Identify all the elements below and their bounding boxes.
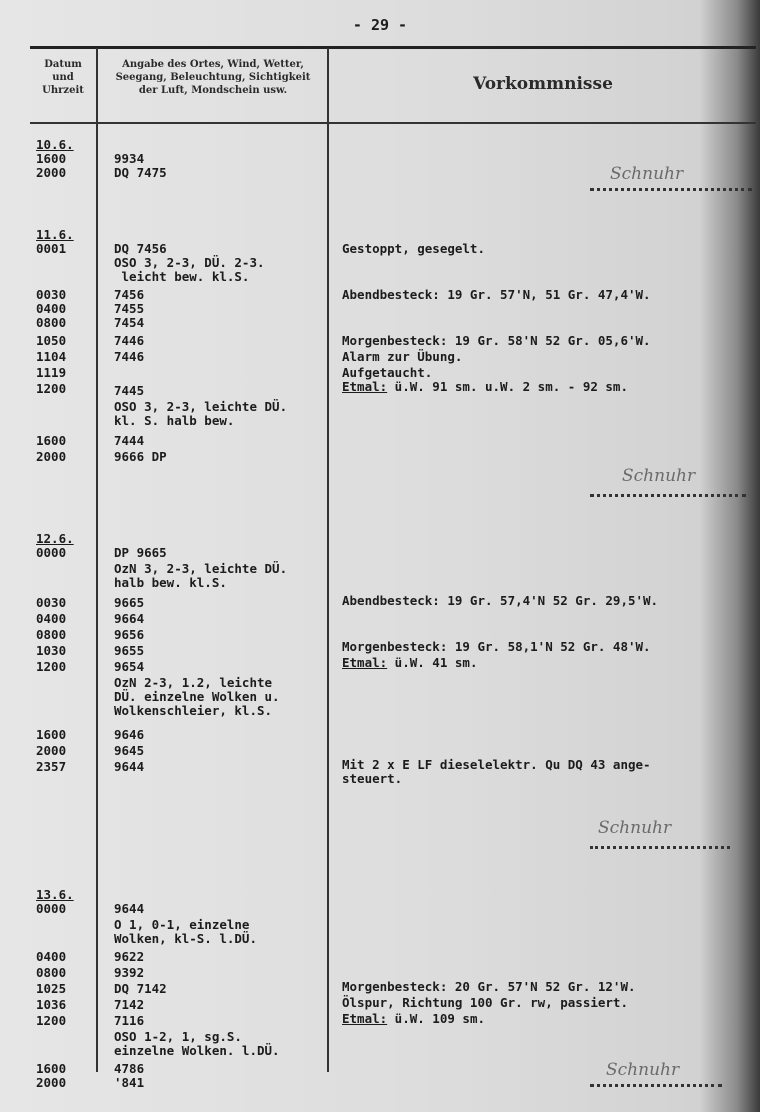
time-entry: 0000	[36, 901, 67, 916]
date-entry: 11.6.	[36, 227, 74, 242]
position-entry: 7454	[114, 315, 145, 330]
position-entry: 9655	[114, 643, 145, 658]
position-entry: 9664	[114, 611, 145, 626]
position-entry: 7116	[114, 1013, 145, 1028]
signature-line	[590, 494, 746, 497]
position-entry: 4786	[114, 1061, 145, 1076]
position-entry: 7445	[114, 383, 145, 398]
etmal-label: Etmal:	[342, 1011, 388, 1026]
time-entry: 1600	[36, 727, 67, 742]
time-entry: 0800	[36, 315, 67, 330]
etmal-label: Etmal:	[342, 379, 388, 394]
position-entry: 9934	[114, 151, 145, 166]
time-entry: 2000	[36, 449, 67, 464]
signature: Schnuhr	[598, 818, 672, 838]
date-entry: 13.6.	[36, 887, 74, 902]
header-date-time: Datum und Uhrzeit	[42, 59, 84, 96]
position-entry: 7455	[114, 301, 145, 316]
position-entry: 7444	[114, 433, 145, 448]
weather-entry: O 1, 0-1, einzelne Wolken, kl-S. l.DÜ.	[114, 917, 257, 946]
time-entry: 1600	[36, 433, 67, 448]
weather-entry: OzN 2-3, 1.2, leichte DÜ. einzelne Wolken u. Wolkenschleier, kl.S.	[114, 675, 280, 718]
time-entry: 1200	[36, 381, 67, 396]
event-entry: Mit 2 x E LF dieselelektr. Qu DQ 43 ange- steuert.	[342, 757, 651, 786]
event-entry: Abendbesteck: 19 Gr. 57,4'N 52 Gr. 29,5'W.	[342, 593, 659, 608]
position-entry: DP 9665	[114, 545, 167, 560]
signature: Schnuhr	[622, 466, 696, 486]
time-entry: 1104	[36, 349, 67, 364]
signature: Schnuhr	[606, 1060, 680, 1080]
position-entry: '841	[114, 1075, 145, 1090]
time-entry: 0400	[36, 611, 67, 626]
header-events: Vorkommnisse	[473, 74, 613, 94]
position-entry: 7456	[114, 287, 145, 302]
event-entry: Gestoppt, gesegelt.	[342, 241, 485, 256]
signature-line	[590, 188, 752, 191]
column-divider-1	[96, 48, 98, 1072]
time-entry: 0030	[36, 595, 67, 610]
time-entry: 1600	[36, 1061, 67, 1076]
time-entry: 1036	[36, 997, 67, 1012]
event-entry	[342, 380, 628, 394]
etmal-value: ü.W. 109 sm.	[387, 1011, 485, 1026]
position-entry: DQ 7456	[114, 241, 167, 256]
etmal-value: ü.W. 41 sm.	[387, 655, 478, 670]
weather-entry: OzN 3, 2-3, leichte DÜ. halb bew. kl.S.	[114, 561, 288, 590]
event-entry: Morgenbesteck: 19 Gr. 58,1'N 52 Gr. 48'W.	[342, 639, 651, 654]
position-entry: DQ 7142	[114, 981, 167, 996]
event-entry: Ölspur, Richtung 100 Gr. rw, passiert.	[342, 995, 628, 1010]
event-entry: Alarm zur Übung.	[342, 349, 463, 364]
etmal-value: ü.W. 91 sm. u.W. 2 sm. - 92 sm.	[387, 379, 628, 394]
time-entry: 0400	[36, 949, 67, 964]
event-entry	[342, 1012, 485, 1026]
position-entry: 9645	[114, 743, 145, 758]
date-entry: 12.6.	[36, 531, 74, 546]
event-entry: Aufgetaucht.	[342, 365, 433, 380]
date-entry: 10.6.	[36, 137, 74, 152]
position-entry: 9665	[114, 595, 145, 610]
position-entry: 9622	[114, 949, 145, 964]
signature-line	[590, 1084, 722, 1087]
weather-entry: OSO 3, 2-3, leichte DÜ. kl. S. halb bew.	[114, 399, 288, 428]
time-entry: 0800	[36, 965, 67, 980]
time-entry: 2000	[36, 165, 67, 180]
time-entry: 0030	[36, 287, 67, 302]
weather-entry: OSO 3, 2-3, DÜ. 2-3. leicht bew. kl.S.	[114, 255, 265, 284]
position-entry: 9644	[114, 759, 145, 774]
position-entry: 7446	[114, 349, 145, 364]
position-entry: 7142	[114, 997, 145, 1012]
event-entry: Morgenbesteck: 20 Gr. 57'N 52 Gr. 12'W.	[342, 979, 636, 994]
position-entry: DQ 7475	[114, 165, 167, 180]
page-number: - 29 -	[352, 16, 408, 34]
column-divider-2	[327, 48, 329, 1072]
event-entry: Abendbesteck: 19 Gr. 57'N, 51 Gr. 47,4'W.	[342, 287, 651, 302]
time-entry: 1030	[36, 643, 67, 658]
time-entry: 0001	[36, 241, 67, 256]
position-entry: 9646	[114, 727, 145, 742]
time-entry: 1600	[36, 151, 67, 166]
event-entry: Morgenbesteck: 19 Gr. 58'N 52 Gr. 05,6'W.	[342, 333, 651, 348]
time-entry: 1200	[36, 659, 67, 674]
time-entry: 2000	[36, 1075, 67, 1090]
etmal-label: Etmal:	[342, 655, 388, 670]
time-entry: 0400	[36, 301, 67, 316]
signature: Schnuhr	[610, 164, 684, 184]
time-entry: 2357	[36, 759, 67, 774]
weather-entry: OSO 1-2, 1, sg.S. einzelne Wolken. l.DÜ.	[114, 1029, 280, 1058]
position-entry: 9666 DP	[114, 449, 167, 464]
signature-line	[590, 846, 730, 849]
position-entry: 9654	[114, 659, 145, 674]
header-place-weather: Angabe des Ortes, Wind, Wetter, Seegang, Beleuchtung, Sichtigkeit der Luft, Mondschein usw.	[115, 59, 311, 96]
position-entry: 7446	[114, 333, 145, 348]
time-entry: 2000	[36, 743, 67, 758]
position-entry: 9656	[114, 627, 145, 642]
time-entry: 0800	[36, 627, 67, 642]
top-rule	[30, 46, 756, 49]
time-entry: 0000	[36, 545, 67, 560]
position-entry: 9392	[114, 965, 145, 980]
time-entry: 1025	[36, 981, 67, 996]
header-rule	[30, 122, 756, 124]
time-entry: 1119	[36, 365, 67, 380]
time-entry: 1050	[36, 333, 67, 348]
position-entry: 9644	[114, 901, 145, 916]
event-entry	[342, 656, 477, 670]
time-entry: 1200	[36, 1013, 67, 1028]
